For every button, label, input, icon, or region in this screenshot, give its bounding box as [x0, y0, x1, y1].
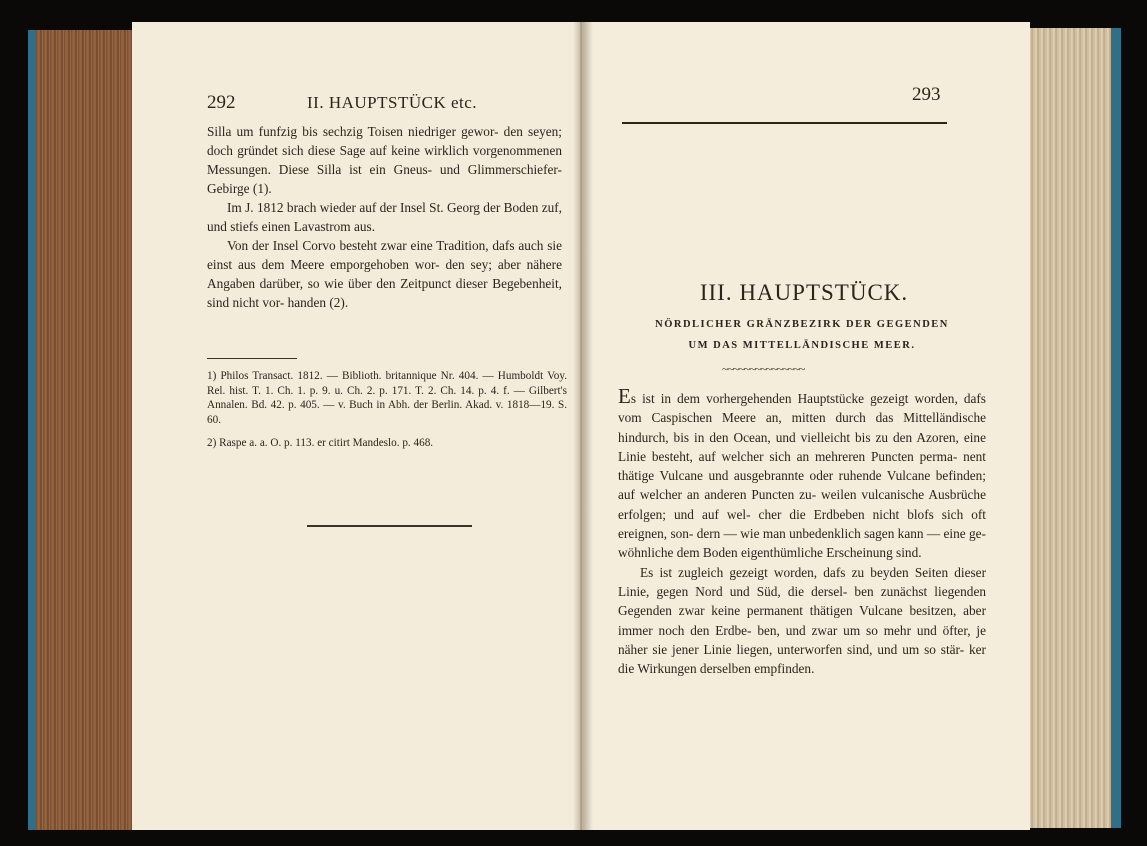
running-head-title: II. HAUPTSTÜCK etc.	[307, 93, 478, 112]
ornament-divider: ~~~~~~~~~~~~~~~	[722, 362, 805, 376]
subtitle-line-2: UM DAS MITTELLÄNDISCHE MEER.	[688, 340, 916, 351]
left-body-text	[207, 122, 562, 312]
right-page	[580, 22, 1030, 830]
subtitle-line-1: NÖRDLICHER GRÄNZBEZIRK DER GEGENDEN	[655, 319, 949, 330]
right-body-text	[618, 384, 986, 678]
footnote-1: 1) Philos Transact. 1812. — Biblioth. britannique Nr. 404. — Humboldt Voy. Rel. hist. T. 1. Ch. 1. p. 9. u. Ch. 2. p. 171. T. 2. Ch. 14. p. 4. f. — Gilbert's Annalen. Bd. 42. p. 405. — v. Buch in Abh. der Berlin. Akad. v. 1818—19. S. 60.	[207, 370, 567, 426]
footnote-rule	[207, 358, 297, 359]
page-number-right: 293	[912, 84, 941, 105]
left-paragraph-1: Silla um funfzig bis sechzig Toisen niedriger gewor- den seyen; doch gründet sich diese Sage auf keine wirklich vorgenommenen Messungen. Diese Silla ist ein Gneus- und Glimmerschiefer-Gebirge (1).	[207, 124, 562, 196]
footnotes	[207, 369, 567, 460]
footnote-2: 2) Raspe a. a. O. p. 113. er citirt Mandeslo. p. 468.	[207, 437, 434, 449]
right-paragraph-1	[618, 384, 986, 563]
chapter-subtitle	[602, 314, 1002, 356]
open-book	[28, 18, 1121, 832]
left-page	[132, 22, 584, 830]
left-paragraph-3: Von der Insel Corvo besteht zwar eine Tradition, dafs auch sie einst aus dem Meere emporgehoben wor- den sey; aber nähere Angaben darüber, so wie über den Zeitpunct dieser Begebenheit, sind nicht vor- handen (2).	[207, 238, 562, 310]
end-of-chapter-rule	[307, 525, 472, 527]
right-page-edges	[1016, 28, 1121, 828]
drop-letter: E	[618, 384, 631, 408]
right-paragraph-1-text: s ist in dem vorhergehenden Hauptstücke gezeigt worden, dafs vom Caspischen Meere an, mitten durch das Mittelländische hindurch, bis in den Ocean, und vielleicht bis zu den Azoren, eine Linie besteht, auf welcher sich an mehreren Puncten perma- nent thätige Vulcane und ausgebrannte oder ruhende Vulcane befinden; auf welcher an anderen Puncten zu- weilen vulcanische Ausbrüche erfolgen; und auf wel- cher die Erdbeben nicht blofs sich oft ereignen, son- dern — wie man unbedenklich sagen kann — eine ge- wöhnliche dem Boden eigenthümliche Erscheinung sind.	[618, 391, 986, 561]
page-number-left: 292	[207, 92, 236, 113]
right-paragraph-2: Es ist zugleich gezeigt worden, dafs zu beyden Seiten dieser Linie, gegen Nord und Süd, die dersel- ben zunächst liegenden Gegenden zwar keine permanent thätigen Vulcane besitzen, aber immer noch den Erdbe- ben, und zwar um so mehr und öfter, je näher sie jener Linie liegen, unterworfen sind, und um so stär- ker die Wirkungen derselben empfinden.	[618, 564, 986, 677]
left-paragraph-2: Im J. 1812 brach wieder auf der Insel St. Georg der Boden zuf, und stiefs einen Lavastrom aus.	[207, 200, 562, 234]
chapter-title: III. HAUPTSTÜCK.	[699, 280, 909, 305]
left-page-edges	[28, 30, 146, 830]
book-gutter	[573, 22, 593, 830]
header-rule	[622, 122, 947, 124]
